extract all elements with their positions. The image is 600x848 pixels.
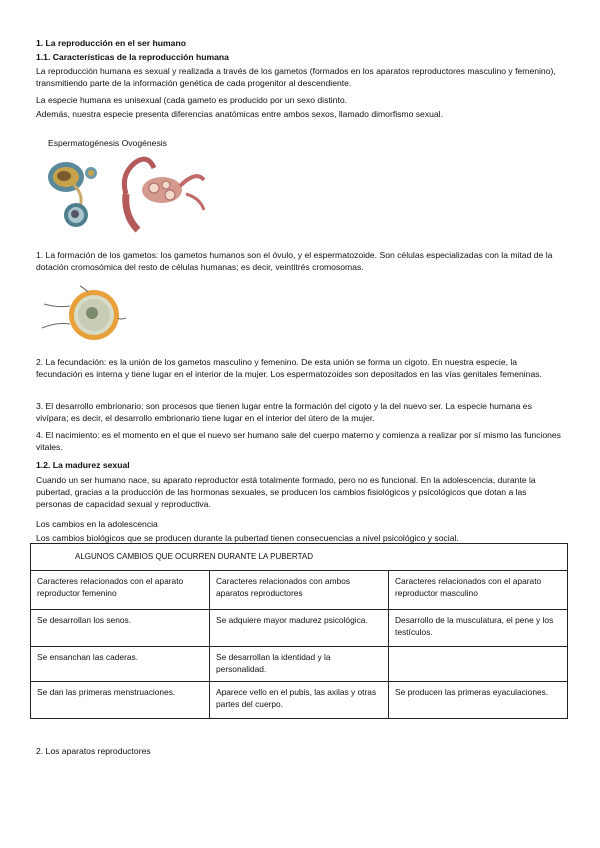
fertilization-image bbox=[40, 284, 130, 346]
heading-section-1-2: 1.2. La madurez sexual bbox=[36, 460, 130, 470]
spermatogenesis-image bbox=[44, 155, 104, 233]
table-title-row bbox=[31, 544, 568, 571]
heading-section-1: 1. La reproducción en el ser humano bbox=[36, 38, 186, 48]
puberty-changes-table bbox=[30, 543, 568, 719]
paragraph-biological-changes: Los cambios biológicos que se producen durante la pubertad tienen consecuencias a nivel psicológico y social. bbox=[36, 533, 459, 543]
heading-section-2: 2. Los aparatos reproductores bbox=[36, 746, 151, 756]
table-title: ALGUNOS CAMBIOS QUE OCURREN DURANTE LA PUBERTAD bbox=[31, 544, 568, 571]
table-cell: Se desarrollan los senos. bbox=[31, 610, 210, 647]
images-caption: Espermatogénesis Ovogénesis bbox=[48, 138, 167, 148]
list-item-fertilization: 2. La fecundación: es la unión de los gametos masculino y femenino. De esta unión se forma un cigoto. En nuestra especie, la fecundación es interna y tiene lugar en el interior de la mujer. Los espermatozoides son depositados en las vías genitales femeninas. bbox=[36, 357, 542, 379]
header-female: Caracteres relacionados con el aparato reproductor femenino bbox=[31, 571, 210, 610]
table-cell bbox=[389, 647, 568, 682]
list-item-gamete-formation: 1. La formación de los gametos: los gametos humanos son el óvulo, y el espermatozoide. Son células especializadas con la mitad de la dotación cromosómica del resto de células humanas; es decir, veintitrés cromosomas. bbox=[36, 250, 553, 272]
table-cell: Aparece vello en el pubis, las axilas y otras partes del cuerpo. bbox=[210, 682, 389, 719]
list-item-embryonic-development: 3. El desarrollo embrionario: son procesos que tienen lugar entre la formación del cigoto y la del nuevo ser. La especie humana es vivípara; es decir, el desarrollo embrionario tiene lugar en el interior del útero de la mujer. bbox=[36, 401, 532, 423]
table-row bbox=[31, 682, 568, 719]
header-male: Caracteres relacionados con el aparato reproductor masculino bbox=[389, 571, 568, 610]
table-cell: Se producen las primeras eyaculaciones. bbox=[389, 682, 568, 719]
paragraph-dimorphism: Además, nuestra especie presenta diferencias anatómicas entre ambos sexos, llamado dimorfismo sexual. bbox=[36, 109, 443, 119]
table-row bbox=[31, 610, 568, 647]
subheading-adolescence-changes: Los cambios en la adolescencia bbox=[36, 519, 158, 529]
table-cell: Se dan las primeras menstruaciones. bbox=[31, 682, 210, 719]
heading-section-1-1: 1.1. Características de la reproducción humana bbox=[36, 52, 229, 62]
paragraph-sexual-maturity: Cuando un ser humano nace, su aparato reproductor está totalmente formado, pero no es funcional. En la adolescencia, durante la pubertad, gracias a la producción de las hormonas sexuales, se producen los cambios fisiológicos y psicológicos que dotan a las personas de capacidad sexual y reproductiva. bbox=[36, 475, 536, 509]
table-cell: Se desarrollan la identidad y la personalidad. bbox=[210, 647, 389, 682]
table-header-row bbox=[31, 571, 568, 610]
table-cell: Desarrollo de la musculatura, el pene y los testículos. bbox=[389, 610, 568, 647]
header-both: Caracteres relacionados con ambos aparatos reproductores bbox=[210, 571, 389, 610]
oogenesis-image bbox=[116, 154, 208, 234]
paragraph-unisexual: La especie humana es unisexual (cada gameto es producido por un sexo distinto. bbox=[36, 95, 348, 105]
table-cell: Se adquiere mayor madurez psicológica. bbox=[210, 610, 389, 647]
table-cell: Se ensanchan las caderas. bbox=[31, 647, 210, 682]
list-item-birth: 4. El nacimiento: es el momento en el que el nuevo ser humano sale del cuerpo materno y comienza a realizar por sí mismo las funciones vitales. bbox=[36, 430, 561, 452]
paragraph-reproduction: La reproducción humana es sexual y realizada a través de los gametos (formados en los aparatos reproductores masculino y femenino), transmitiendo parte de la información genética de cada progenitor al descendiente. bbox=[36, 66, 556, 88]
table-row bbox=[31, 647, 568, 682]
